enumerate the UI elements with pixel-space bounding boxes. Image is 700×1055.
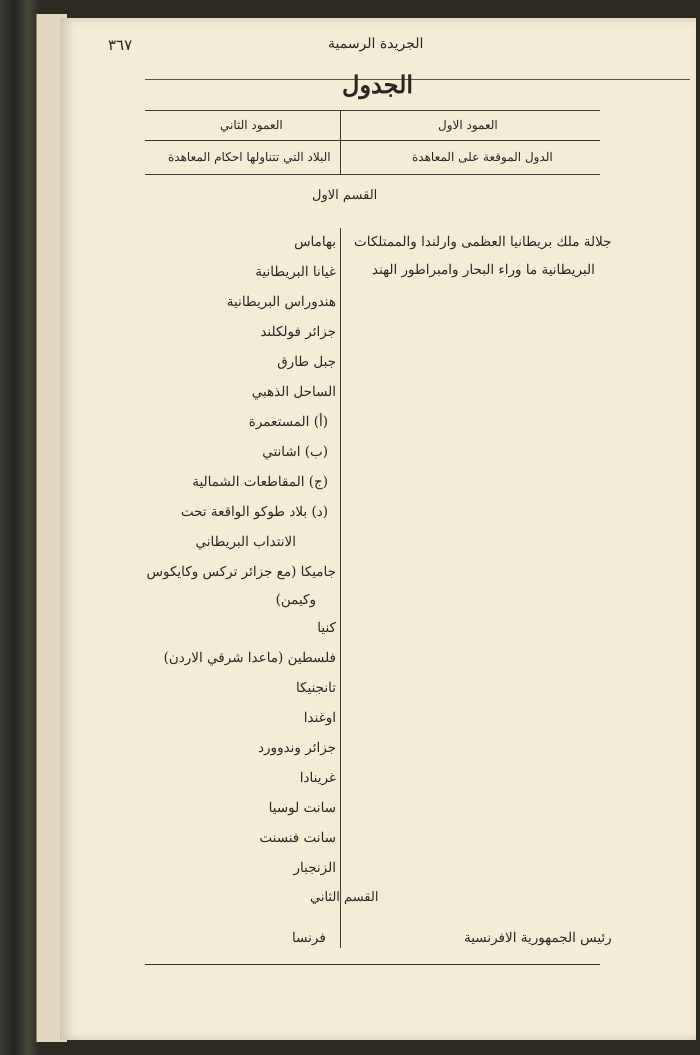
territory-item: جزائر فولكلند [260, 324, 336, 340]
gold-coast-part [66, 474, 336, 504]
second-column-subheading: البلاد التي تتناولها احكام المعاهدة [168, 150, 331, 164]
signatory-line: البريطانية ما وراء البحار وامبراطور الهند [372, 262, 595, 278]
table-top-rule [145, 110, 600, 111]
territory-item: غيانا البريطانية [255, 264, 336, 280]
mandate-line: الانتداب البريطاني [195, 534, 296, 550]
territory-item: تانجنيكا [295, 680, 336, 696]
part-marker: (ب) [304, 444, 328, 460]
document-page [60, 18, 696, 1040]
section-two-territory: فرنسا [292, 930, 326, 946]
header-rule [145, 79, 690, 80]
part-marker: (د) [311, 504, 328, 520]
part-name: المستعمرة [248, 414, 310, 430]
territory-item: فلسطين (ماعدا شرقي الاردن) [163, 650, 336, 666]
first-column-heading: العمود الاول [438, 118, 498, 132]
column-divider [340, 228, 341, 948]
table-bottom-rule [145, 964, 600, 965]
territory-item: سانت فنسنت [259, 830, 336, 846]
first-column-subheading: الدول الموقعة على المعاهدة [412, 150, 553, 164]
territory-item: كنيا [317, 620, 336, 636]
territory-item: جبل طارق [277, 354, 336, 370]
territory-list [66, 234, 336, 890]
page-number: ٣٦٧ [108, 36, 133, 54]
signatory-line: جلالة ملك بريطانيا العظمى وارلندا والممتلكات [354, 234, 612, 250]
part-name: اشانتي [262, 444, 301, 460]
part-marker: (ج) [308, 474, 328, 490]
part-name: المقاطعات الشمالية [192, 474, 305, 490]
part-marker: (أ) [313, 414, 328, 430]
section-two-signatory: رئيس الجمهورية الافرنسية [464, 930, 612, 946]
territory-item: بهاماس [294, 234, 336, 250]
table-mid-rule [145, 140, 600, 141]
table-title: الجدول [342, 70, 414, 99]
gold-coast-part [66, 414, 336, 444]
part-name: بلاد طوكو الواقعة تحت [180, 504, 308, 520]
table-head-bottom-rule [145, 174, 600, 175]
section-two-title: القسم الثاني [310, 890, 379, 905]
territory-item: الزنجبار [293, 860, 336, 876]
book-binding [0, 0, 40, 1055]
territory-item: الساحل الذهبي [251, 384, 336, 400]
gold-coast-part [66, 444, 336, 474]
section-one-title: القسم الاول [312, 188, 378, 203]
jamaica-line: جاميكا (مع جزائر تركس وكايكوس [146, 564, 336, 580]
jamaica-line: وكيمن) [275, 592, 316, 608]
territory-item: سانت لوسيا [268, 800, 336, 816]
territory-item: جزائر وندوورد [258, 740, 336, 756]
territory-item: هندوراس البريطانية [226, 294, 336, 310]
territory-item: غرينادا [299, 770, 336, 786]
journal-title: الجريدة الرسمية [328, 36, 424, 52]
table-head-divider [340, 110, 341, 174]
second-column-heading: العمود الثاني [220, 118, 283, 132]
gold-coast-part [66, 504, 336, 534]
territory-item: اوغندا [303, 710, 336, 726]
